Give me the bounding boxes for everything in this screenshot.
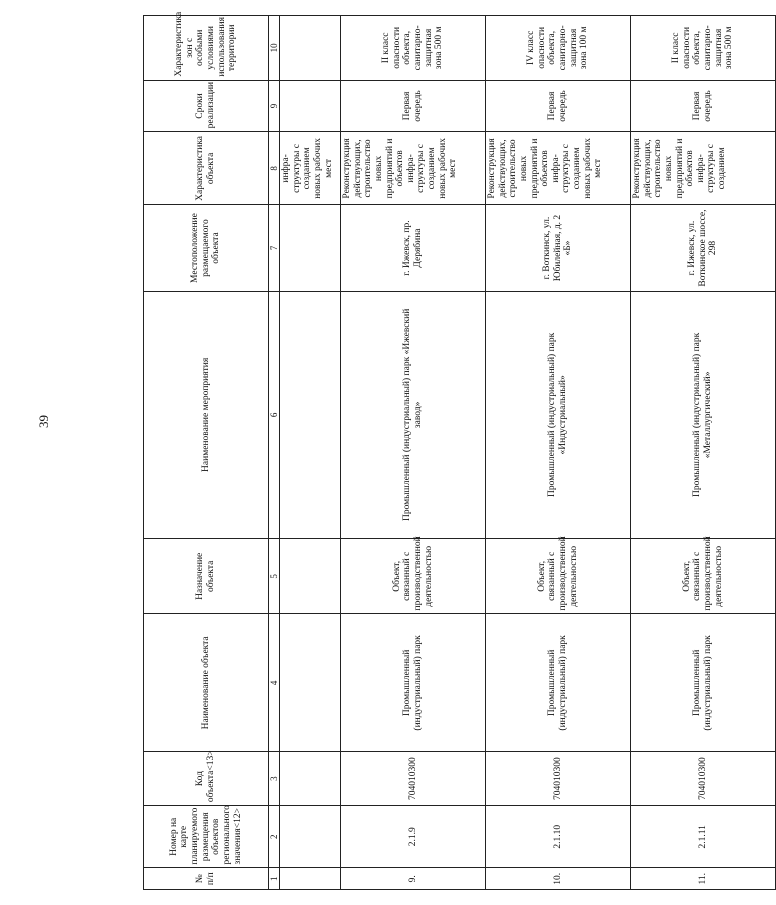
empty-cell [280, 16, 341, 81]
row-code: 704010300 [631, 752, 776, 806]
column-index-row [269, 16, 280, 890]
row-term: Первая очередь [631, 80, 776, 132]
header-map-number: Номер на карте планируемого размещения объектов регионального значения<12> [144, 806, 269, 868]
header-purpose: Назначение объекта [144, 539, 269, 614]
empty-cell [280, 614, 341, 752]
index-cell: 5 [269, 539, 280, 614]
row-measure: Промышленный (индустриальный) парк «Металлургический» [631, 291, 776, 539]
header-location: Местоположение размещаемого объекта [144, 205, 269, 291]
row-object-name: Промышленный (индустриальный) парк [486, 614, 631, 752]
row-term: Первая очередь [341, 80, 486, 132]
row-object-name: Промышленный (индустриальный) парк [631, 614, 776, 752]
page-number: 39 [36, 415, 51, 428]
row-num: 9. [341, 868, 486, 890]
continuation-characteristic: инфра-структуры с созданием новых рабочих мест [280, 132, 341, 205]
index-cell: 7 [269, 205, 280, 291]
index-cell: 9 [269, 80, 280, 132]
row-zone: IV класс опасности объекта, санитарно-защитная зона 100 м [486, 16, 631, 81]
row-purpose: Объект, связанный с производственной деятельностью [486, 539, 631, 614]
row-location: г. Ижевск, пр. Дерябина [341, 205, 486, 291]
header-zone: Характеристика зон с особыми условиями использования территории [144, 16, 269, 81]
row-term: Первая очередь [486, 80, 631, 132]
table-row [486, 16, 631, 890]
table-row [341, 16, 486, 890]
header-num: № п/п [144, 868, 269, 890]
header-row [144, 16, 269, 890]
index-cell: 2 [269, 806, 280, 868]
row-code: 704010300 [486, 752, 631, 806]
index-cell: 1 [269, 868, 280, 890]
index-cell: 8 [269, 132, 280, 205]
empty-cell [280, 868, 341, 890]
row-code: 704010300 [341, 752, 486, 806]
row-purpose: Объект, связанный с производственной деятельностью [341, 539, 486, 614]
index-cell: 6 [269, 291, 280, 539]
empty-cell [280, 80, 341, 132]
empty-cell [280, 752, 341, 806]
row-map-number: 2.1.9 [341, 806, 486, 868]
empty-cell [280, 291, 341, 539]
index-cell: 4 [269, 614, 280, 752]
row-measure: Промышленный (индустриальный) парк «Ижевский завод» [341, 291, 486, 539]
row-object-name: Промышленный (индустриальный) парк [341, 614, 486, 752]
objects-table [143, 11, 776, 890]
table-container [143, 11, 735, 890]
row-map-number: 2.1.10 [486, 806, 631, 868]
row-purpose: Объект, связанный с производственной деятельностью [631, 539, 776, 614]
empty-cell [280, 205, 341, 291]
row-measure: Промышленный (индустриальный) парк «Индустриальный» [486, 291, 631, 539]
row-characteristic: Реконструкция действующих, строительство новых предприятий и объектов инфра-структуры с созданием новых рабочих мест [486, 132, 631, 205]
index-cell: 10 [269, 16, 280, 81]
row-location: г. Ижевск, ул. Воткинское шоссе, 298 [631, 205, 776, 291]
empty-cell [280, 539, 341, 614]
row-map-number: 2.1.11 [631, 806, 776, 868]
header-object-name: Наименование объекта [144, 614, 269, 752]
header-code: Код объекта<13> [144, 752, 269, 806]
empty-cell [280, 806, 341, 868]
row-characteristic: Реконструкция действующих, строительство новых предприятий и объектов инфра-структуры с созданием [631, 132, 776, 205]
header-characteristic: Характеристика объекта [144, 132, 269, 205]
row-characteristic: Реконструкция действующих, строительство новых предприятий и объектов инфра-структуры с созданием новых рабочих мест [341, 132, 486, 205]
row-location: г. Воткинск, ул. Юбилейная, д. 2 «Б» [486, 205, 631, 291]
header-term: Сроки реализации [144, 80, 269, 132]
continuation-row [280, 16, 341, 890]
index-cell: 3 [269, 752, 280, 806]
row-zone: II класс опасности объекта, санитарно-защитная зона 500 м [631, 16, 776, 81]
row-zone: II класс опасности объекта, санитарно-защитная зона 500 м [341, 16, 486, 81]
row-num: 10. [486, 868, 631, 890]
header-measure: Наименование мероприятия [144, 291, 269, 539]
table-row [631, 16, 776, 890]
row-num: 11. [631, 868, 776, 890]
